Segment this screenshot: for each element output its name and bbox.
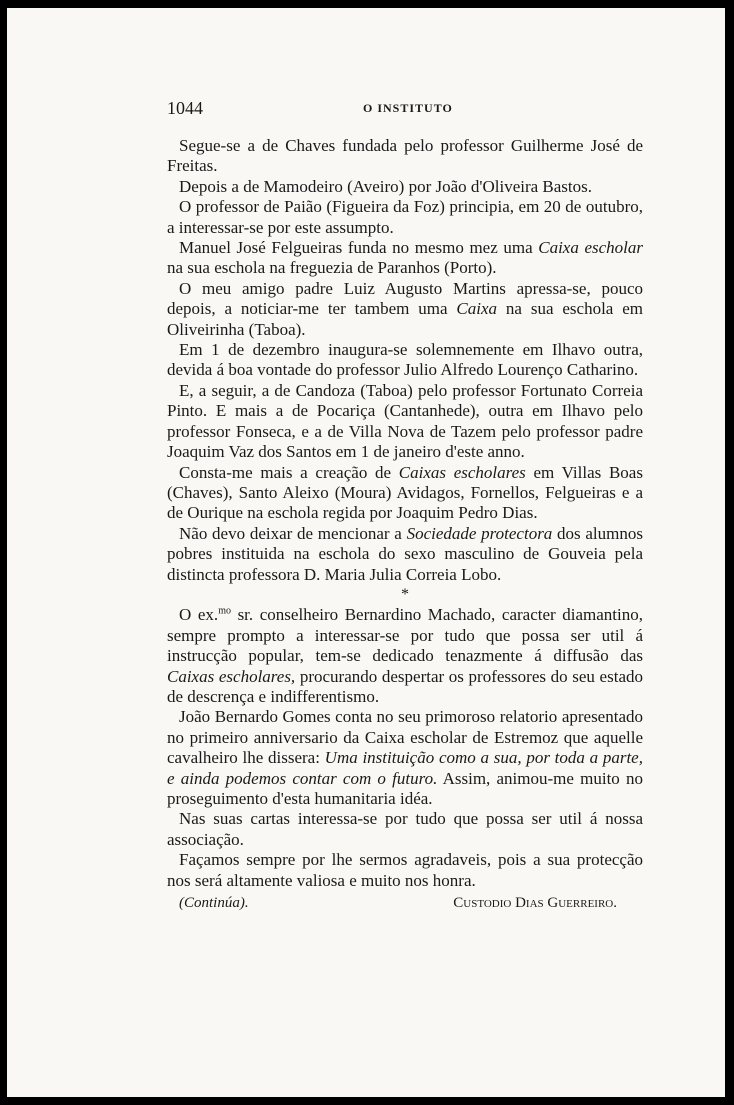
author-signature: Custodio Dias Guerreiro. [453,895,617,912]
continua-note: (Continúa). [179,895,249,912]
section-separator: * [401,585,409,603]
journal-title: O INSTITUTO [363,101,453,115]
paragraph [167,177,643,197]
signature-line [167,893,643,913]
paragraph-text: O meu amigo padre Luiz Augusto Martins apressa-se, pouco depois, a noticiar-me ter tambem uma [167,278,643,319]
emphasis-text: Caixas escholares, [167,666,296,686]
paragraph-text: na sua eschola na freguezia de Paranhos (Porto). [167,258,497,278]
article-section-1 [167,136,643,585]
paragraph-text: João Bernardo Gomes conta no seu primoroso relatorio apresentado no primeiro anniversario da Caixa escholar de Estremoz que aquelle cavalheiro lhe dissera: [167,707,643,768]
paragraph [167,707,643,809]
paragraph [167,463,643,524]
paragraph-text: Manuel José Felgueiras funda no mesmo mez uma [179,238,539,258]
paragraph-text: Façamos sempre por lhe sermos agradaveis, pois a sua protecção nos será altamente valiosa e muito nos honra. [167,850,643,890]
book-page [7,8,725,1097]
emphasis-text: Caixas escholares [398,462,526,482]
paragraph-text: sr. conselheiro Bernardino Machado, caracter diamantino, sempre prompto a interessar-se por tudo que possa ser util á instrucção popular, tem-se dedicado tenazmente á diffusão das [167,605,644,666]
running-head [167,98,647,122]
paragraph-text: O professor de Paião (Figueira da Foz) principia, em 20 de outubro, a interessar-se por este assumpto. [167,197,643,237]
paragraph-text: na sua eschola em Oliveirinha (Taboa). [167,299,643,339]
emphasis-text: Caixa escholar [538,238,644,258]
paragraph [167,524,643,585]
paragraph [167,605,643,707]
paragraph-text: em Villas Boas (Chaves), Santo Aleixo (Moura) Avidagos, Fornellos, Felgueiras e a de Ourique na eschola regida por Joaquim Pedro Dias. [167,462,643,523]
paragraph [167,238,643,279]
emphasis-text: Uma instituição como a sua, por toda a parte, e ainda podemos contar com o futuro. [167,748,643,788]
page-number: 1044 [167,98,203,118]
paragraph-text: Não devo deixar de mencionar a [179,523,407,543]
paragraph [167,381,643,463]
paragraph [167,279,643,340]
paragraph [167,809,643,850]
emphasis-text: Sociedade protectora [406,523,553,543]
paragraph [167,340,643,381]
paragraph-text: Nas suas cartas interessa-se por tudo que possa ser util á nossa associação. [167,809,643,849]
paragraph [167,197,643,238]
paragraph [167,136,643,177]
paragraph-text: Assim, animou-me muito no proseguimento d'esta humanitaria idéa. [167,768,643,808]
paragraph-text: Em 1 de dezembro inaugura-se solemnemente em Ilhavo outra, devida á boa vontade do professor Julio Alfredo Lourenço Catharino. [167,340,643,380]
paragraph-text: dos alumnos pobres instituida na eschola do sexo masculino de Gouveia pela distincta professora D. Maria Julia Correia Lobo. [167,523,643,584]
paragraph [167,850,643,891]
article-section-2 [167,605,643,891]
paragraph-text: O ex. [179,605,219,625]
emphasis-text: Caixa [456,299,498,319]
paragraph-text: Depois a de Mamodeiro (Aveiro) por João d'Oliveira Bastos. [179,176,593,196]
paragraph-text: procurando despertar os professores do seu estado de descrença e indifferentismo. [167,666,643,706]
superscript-text: mo [218,605,231,617]
article-body [167,136,643,913]
paragraph-text: E, a seguir, a de Candoza (Taboa) pelo professor Fortunato Correia Pinto. E mais a de Pocariça (Cantanhede), outra em Ilhavo pelo professor Fonseca, e a de Villa Nova de Tazem pelo professor padre Joaquim Vaz dos Santos em 1 de janeiro d'este anno. [167,380,643,462]
paragraph-text: Segue-se a de Chaves fundada pelo professor Guilherme José de Freitas. [167,136,643,176]
paragraph-text: Consta-me mais a creação de [179,462,399,482]
